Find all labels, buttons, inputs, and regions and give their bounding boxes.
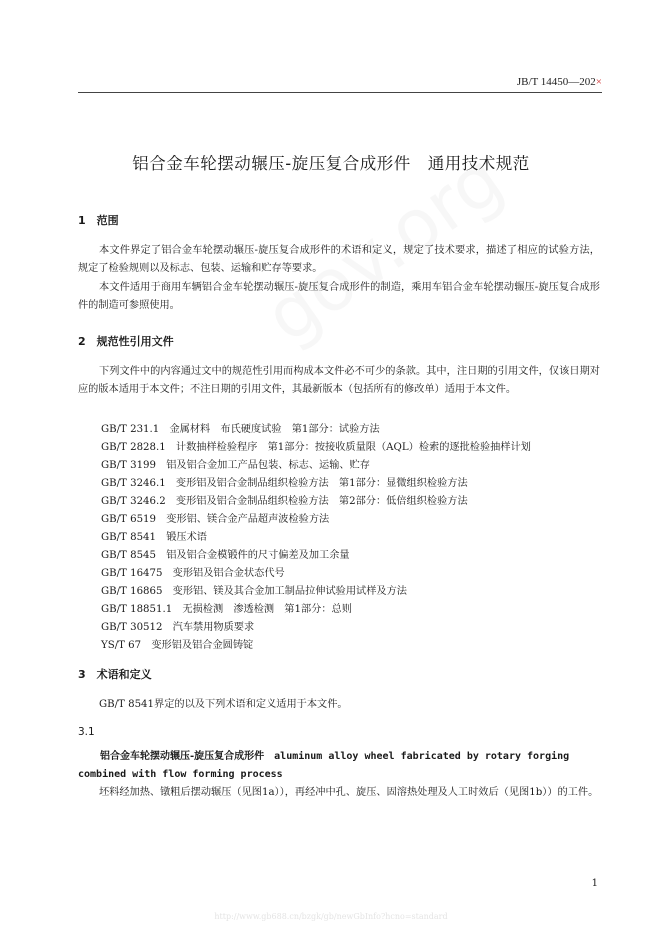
reference-item: GB/T 231.1 金属材料 布氏硬度试验 第1部分：试验方法	[101, 424, 380, 435]
standard-code-year-mark: ×	[595, 76, 602, 88]
reference-item: GB/T 6519 变形铝、镁合金产品超声波检验方法	[101, 514, 330, 525]
standard-code-text: JB/T 14450—202	[516, 76, 596, 88]
term-number: 3.1	[78, 726, 95, 738]
footer-faint-url: http://www.gb688.cn/bzgk/gb/newGbInfo?hcno=standard	[214, 912, 448, 921]
reference-item: YS/T 67 变形铝及铝合金圆铸锭	[101, 640, 254, 651]
term-definition: 坯料经加热、镦粗后摆动辗压（见图1a）），再经冲中孔、旋压、固溶热处理及人工时效后（见图1b））的工件。	[99, 787, 599, 798]
normative-intro-paragraph: 下列文件中的内容通过文中的规范性引用而构成本文件必不可少的条款。其中，注日期的引用文件，仅该日期对应的版本适用于本文件；不注日期的引用文件，其最新版本（包括所有的修改单）适用于本文件。	[78, 366, 600, 395]
reference-item: GB/T 3199 铝及铝合金加工产品包装、标志、运输、贮存	[101, 460, 370, 471]
reference-item: GB/T 18851.1 无损检测 渗透检测 第1部分：总则	[101, 604, 352, 615]
scope-paragraph-1: 本文件界定了铝合金车轮摆动辗压-旋压复合成形件的术语和定义，规定了技术要求，描述了相应的试验方法，规定了检验规则以及标志、包装、运输和贮存等要求。	[78, 245, 600, 274]
document-title: 铝合金车轮摆动辗压-旋压复合成形件 通用技术规范	[132, 154, 530, 173]
terms-intro-paragraph: GB/T 8541界定的以及下列术语和定义适用于本文件。	[99, 699, 348, 710]
term-name-en: aluminum alloy wheel fabricated by rotary forging combined with flow forming process	[78, 751, 570, 780]
standard-code	[517, 76, 602, 88]
reference-item: GB/T 16865 变形铝、镁及其合金加工制品拉伸试验用试样及方法	[101, 586, 407, 597]
reference-item: GB/T 2828.1 计数抽样检验程序 第1部分：按接收质量限（AQL）检索的逐批检验抽样计划	[101, 442, 531, 453]
reference-item: GB/T 3246.1 变形铝及铝合金制品组织检验方法 第1部分：显微组织检验方法	[101, 478, 468, 489]
reference-item: GB/T 3246.2 变形铝及铝合金制品组织检验方法 第2部分：低倍组织检验方法	[101, 496, 468, 507]
section-heading-scope: 1 范围	[78, 214, 119, 227]
header-rule	[78, 92, 602, 93]
reference-item: GB/T 8541 锻压术语	[101, 532, 207, 543]
page-number: 1	[591, 878, 598, 889]
reference-item: GB/T 16475 变形铝及铝合金状态代号	[101, 568, 285, 579]
term-name-zh: 铝合金车轮摆动辗压-旋压复合成形件	[100, 751, 265, 762]
scope-paragraph-2: 本文件适用于商用车辆铝合金车轮摆动辗压-旋压复合成形件的制造，乘用车铝合金车轮摆动辗压-旋压复合成形件的制造可参照使用。	[78, 282, 600, 311]
reference-item: GB/T 8545 铝及铝合金模锻件的尺寸偏差及加工余量	[101, 550, 350, 561]
section-heading-normative-references: 2 规范性引用文件	[78, 335, 174, 348]
term-title	[78, 748, 602, 784]
reference-item: GB/T 30512 汽车禁用物质要求	[101, 622, 255, 633]
section-heading-terms: 3 术语和定义	[78, 668, 152, 681]
